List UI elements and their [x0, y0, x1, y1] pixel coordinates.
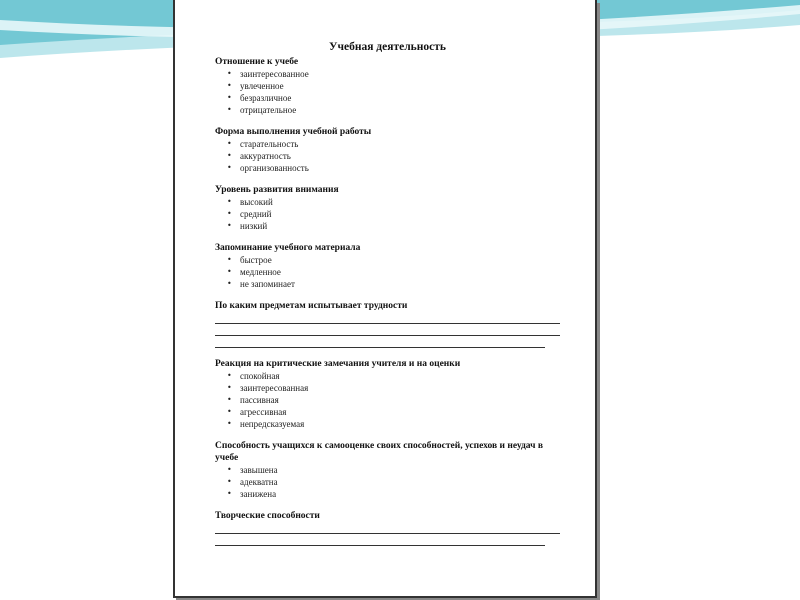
section-heading: Отношение к учебе [215, 57, 299, 67]
section-heading: По каким предметам испытывает трудности [215, 301, 408, 311]
document-title: Учебная деятельность [329, 41, 446, 53]
section-heading: Уровень развития внимания [215, 185, 339, 195]
section-heading: Реакция на критические замечания учителя и на оценки [215, 359, 461, 369]
section-difficult-subjects [215, 300, 560, 348]
section-reaction [215, 358, 560, 430]
list-item: • непредсказуемая [227, 418, 560, 430]
options-list [215, 254, 560, 290]
document-content [215, 40, 560, 556]
list-item: • медленное [227, 266, 560, 278]
list-item: • заинтересованная [227, 382, 560, 394]
list-item: • пассивная [227, 394, 560, 406]
section-creativity [215, 510, 560, 546]
options-list [215, 138, 560, 174]
section-heading: Форма выполнения учебной работы [215, 127, 372, 137]
list-item: • завышена [227, 464, 560, 476]
list-item: • быстрое [227, 254, 560, 266]
section-work-form [215, 126, 560, 174]
section-heading: Способность учащихся к самооценке своих способностей, успехов и неудач в учебе [215, 441, 544, 463]
options-list [215, 370, 560, 430]
list-item: • агрессивная [227, 406, 560, 418]
list-item: • занижена [227, 488, 560, 500]
fill-in-line [215, 533, 560, 534]
list-item: • средний [227, 208, 560, 220]
list-item: • увлеченное [227, 80, 560, 92]
list-item: • заинтересованное [227, 68, 560, 80]
options-list [215, 68, 560, 116]
options-list [215, 464, 560, 500]
section-heading: Запоминание учебного материала [215, 243, 361, 253]
section-attitude [215, 56, 560, 116]
list-item: • низкий [227, 220, 560, 232]
document-page [173, 0, 597, 598]
section-memorization [215, 242, 560, 290]
list-item: • безразличное [227, 92, 560, 104]
list-item: • высокий [227, 196, 560, 208]
list-item: • отрицательное [227, 104, 560, 116]
list-item: • старательность [227, 138, 560, 150]
fill-in-line [215, 347, 545, 348]
fill-in-line [215, 323, 560, 324]
list-item: • не запоминает [227, 278, 560, 290]
list-item: • спокойная [227, 370, 560, 382]
fill-in-line [215, 335, 560, 336]
section-attention [215, 184, 560, 232]
options-list [215, 196, 560, 232]
section-self-assessment [215, 440, 560, 500]
list-item: • адекватна [227, 476, 560, 488]
list-item: • организованность [227, 162, 560, 174]
section-heading: Творческие способности [215, 511, 320, 521]
fill-in-line [215, 545, 545, 546]
list-item: • аккуратность [227, 150, 560, 162]
